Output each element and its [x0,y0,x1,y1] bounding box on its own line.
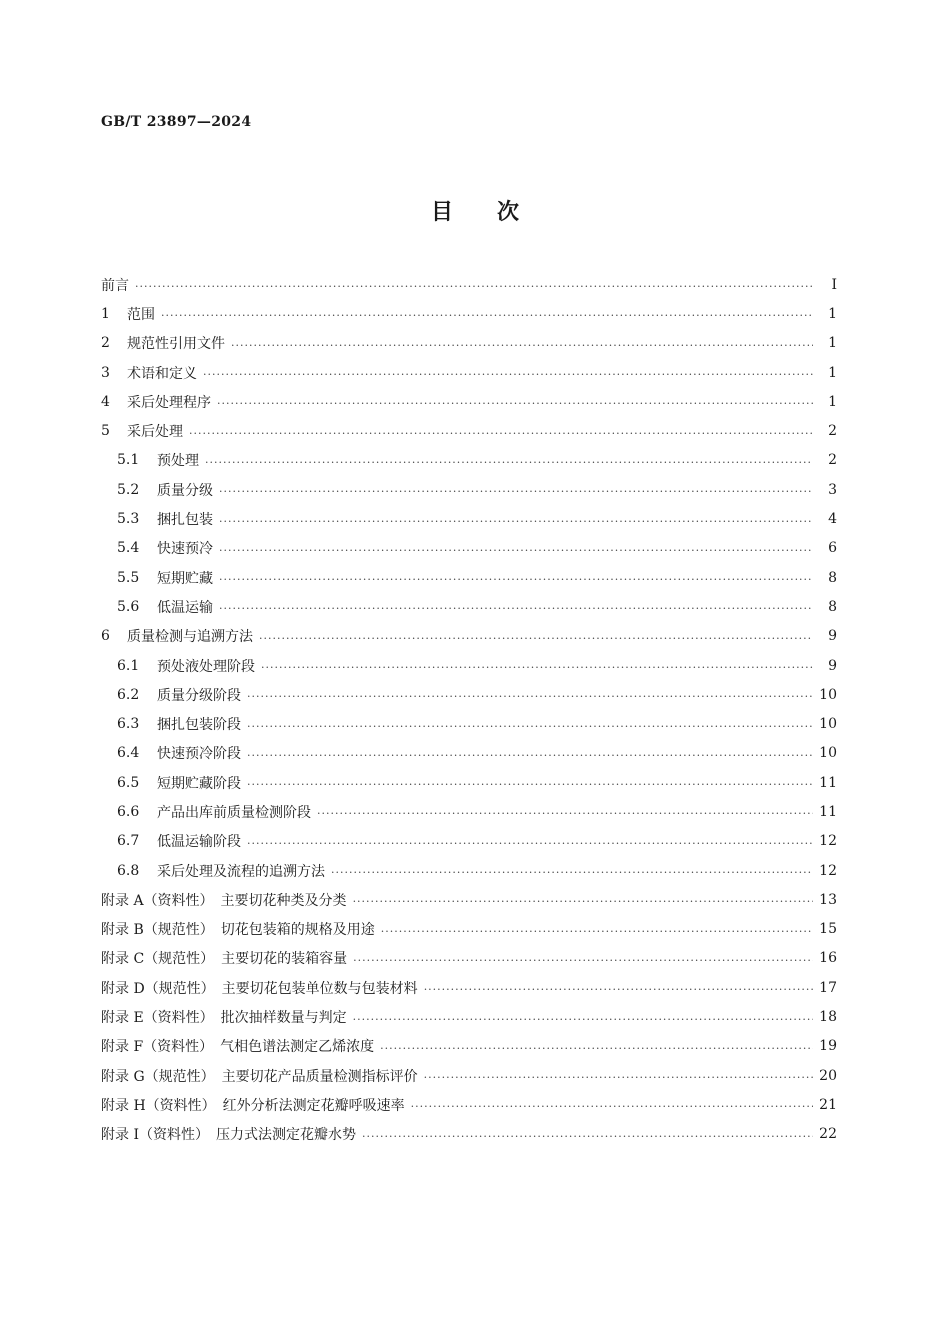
dot-leader [380,1042,813,1055]
toc-entry-label: 短期贮藏 [157,570,213,587]
toc-entry-label: 质量分级阶段 [157,687,241,704]
toc-entry-page: 2 [828,452,837,469]
toc-entry-page: 4 [828,511,837,528]
table-of-contents [101,270,837,1149]
dot-leader [424,1071,813,1084]
toc-entry-page: 2 [828,423,837,440]
toc-entry-label: 附录 F（资料性） 气相色谱法测定乙烯浓度 [101,1039,375,1056]
dot-leader [331,866,813,879]
toc-entry-page: 18 [819,1009,837,1026]
toc-entry-number: 6.1 [117,657,140,674]
dot-leader [219,602,813,615]
toc-entry-page: 3 [828,481,837,498]
toc-entry-page: 10 [819,745,837,762]
toc-entry[interactable] [101,1061,837,1090]
dot-leader [247,778,813,791]
toc-entry-number: 5 [101,423,110,440]
toc-entry-page: 1 [828,305,837,322]
page-title: 目 次 [430,200,519,225]
toc-entry[interactable] [101,739,837,768]
toc-entry-label: 附录 H（资料性） 红外分析法测定花瓣呼吸速率 [101,1097,405,1114]
toc-entry-page: I [831,276,837,293]
toc-entry[interactable] [101,504,837,533]
toc-entry[interactable] [101,1032,837,1061]
dot-leader [259,632,813,645]
toc-entry-label: 预处液处理阶段 [157,658,255,675]
toc-entry-page: 1 [828,364,837,381]
dot-leader [247,749,813,762]
toc-entry[interactable] [101,1090,837,1119]
toc-entry-label: 快速预冷阶段 [157,746,241,763]
dot-leader [219,515,813,528]
toc-entry-number: 5.5 [117,569,140,586]
toc-entry-page: 11 [819,774,837,791]
toc-entry-number: 6.2 [117,686,140,703]
dot-leader [135,280,813,293]
toc-entry-label: 附录 G（规范性） 主要切花产品质量检测指标评价 [101,1068,418,1085]
toc-entry-page: 21 [819,1096,837,1113]
toc-entry-label: 附录 B（规范性） 切花包装箱的规格及用途 [101,922,375,939]
dot-leader [219,485,813,498]
toc-entry-number: 6.3 [117,716,140,733]
toc-entry[interactable] [101,534,837,563]
dot-leader [411,1100,813,1113]
dot-leader [317,807,813,820]
toc-entry-page: 11 [819,803,837,820]
toc-entry-label: 质量检测与追溯方法 [127,629,253,646]
toc-entry-number: 5.2 [117,481,140,498]
toc-entry-page: 15 [819,921,837,938]
toc-entry-page: 9 [828,657,837,674]
toc-entry[interactable] [101,299,837,328]
toc-entry[interactable] [101,329,837,358]
toc-entry[interactable] [101,446,837,475]
toc-entry-label: 附录 A（资料性） 主要切花种类及分类 [101,892,347,909]
toc-entry-number: 4 [101,393,110,410]
toc-entry-label: 采后处理及流程的追溯方法 [157,863,325,880]
standard-number: GB/T 23897—2024 [101,114,252,130]
toc-entry[interactable] [101,1002,837,1031]
toc-entry[interactable] [101,270,837,299]
toc-entry-page: 8 [828,569,837,586]
toc-entry-label: 质量分级 [157,482,213,499]
dot-leader [205,456,813,469]
toc-entry-page: 10 [819,716,837,733]
toc-entry-label: 附录 D（规范性） 主要切花包装单位数与包装材料 [101,980,418,997]
toc-entry-page: 13 [819,891,837,908]
toc-entry-page: 16 [819,950,837,967]
toc-entry[interactable] [101,358,837,387]
toc-entry-label: 产品出库前质量检测阶段 [157,804,311,821]
toc-entry[interactable] [101,885,837,914]
dot-leader [219,573,813,586]
toc-entry-number: 6.8 [117,862,140,879]
toc-entry[interactable] [101,827,837,856]
toc-entry-number: 5.1 [117,452,140,469]
toc-entry-label: 捆扎包装 [157,512,213,529]
toc-entry[interactable] [101,592,837,621]
toc-entry-label: 捆扎包装阶段 [157,717,241,734]
toc-entry-label: 规范性引用文件 [127,336,225,353]
toc-entry-label: 快速预冷 [157,541,213,558]
toc-entry-label: 术语和定义 [127,365,197,382]
dot-leader [203,368,813,381]
toc-entry-page: 9 [828,628,837,645]
dot-leader [247,690,813,703]
toc-entry[interactable] [101,387,837,416]
toc-entry-page: 10 [819,686,837,703]
toc-entry-page: 20 [819,1067,837,1084]
toc-entry-number: 6.4 [117,745,140,762]
dot-leader [219,544,813,557]
toc-entry-number: 5.6 [117,598,140,615]
toc-entry-label: 低温运输阶段 [157,834,241,851]
toc-entry-number: 3 [101,364,110,381]
toc-entry-number: 1 [101,305,110,322]
toc-entry-label: 预处理 [157,453,199,470]
toc-entry-number: 5.3 [117,511,140,528]
toc-entry-page: 1 [828,393,837,410]
toc-entry-page: 8 [828,598,837,615]
toc-entry-number: 6.6 [117,803,140,820]
toc-entry-label: 附录 I（资料性） 压力式法测定花瓣水势 [101,1127,356,1144]
dot-leader [353,954,813,967]
toc-entry-label: 附录 C（规范性） 主要切花的装箱容量 [101,951,348,968]
toc-entry-label: 采后处理 [127,424,183,441]
toc-entry-number: 6.7 [117,833,140,850]
toc-entry[interactable] [101,563,837,592]
toc-entry-label: 采后处理程序 [127,394,211,411]
toc-entry[interactable] [101,768,837,797]
dot-leader [217,397,813,410]
dot-leader [189,427,813,440]
toc-entry-label: 短期贮藏阶段 [157,775,241,792]
toc-entry-number: 2 [101,335,110,352]
dot-leader [247,837,813,850]
toc-entry[interactable] [101,944,837,973]
toc-entry[interactable] [101,856,837,885]
toc-entry-number: 6 [101,628,110,645]
dot-leader [381,925,813,938]
dot-leader [362,1130,813,1143]
toc-entry-page: 1 [828,335,837,352]
dot-leader [247,720,813,733]
toc-entry-label: 附录 E（资料性） 批次抽样数量与判定 [101,1010,347,1027]
dot-leader [424,983,813,996]
toc-entry-page: 17 [819,979,837,996]
toc-entry-label: 前言 [101,277,129,294]
toc-entry-number: 5.4 [117,540,140,557]
toc-entry-page: 22 [819,1126,837,1143]
toc-entry[interactable] [101,622,837,651]
toc-entry[interactable] [101,797,837,826]
dot-leader [231,339,813,352]
toc-entry[interactable] [101,1120,837,1149]
toc-entry-number: 6.5 [117,774,140,791]
toc-entry-page: 12 [819,833,837,850]
toc-entry[interactable] [101,475,837,504]
toc-entry[interactable] [101,651,837,680]
toc-entry[interactable] [101,973,837,1002]
dot-leader [353,895,813,908]
toc-entry-label: 范围 [127,306,155,323]
dot-leader [353,1013,813,1026]
toc-entry[interactable] [101,416,837,445]
toc-entry[interactable] [101,680,837,709]
toc-entry[interactable] [101,709,837,738]
toc-entry[interactable] [101,915,837,944]
toc-entry-page: 12 [819,862,837,879]
toc-entry-page: 6 [828,540,837,557]
dot-leader [161,309,813,322]
toc-entry-label: 低温运输 [157,599,213,616]
toc-entry-page: 19 [819,1038,837,1055]
dot-leader [261,661,813,674]
